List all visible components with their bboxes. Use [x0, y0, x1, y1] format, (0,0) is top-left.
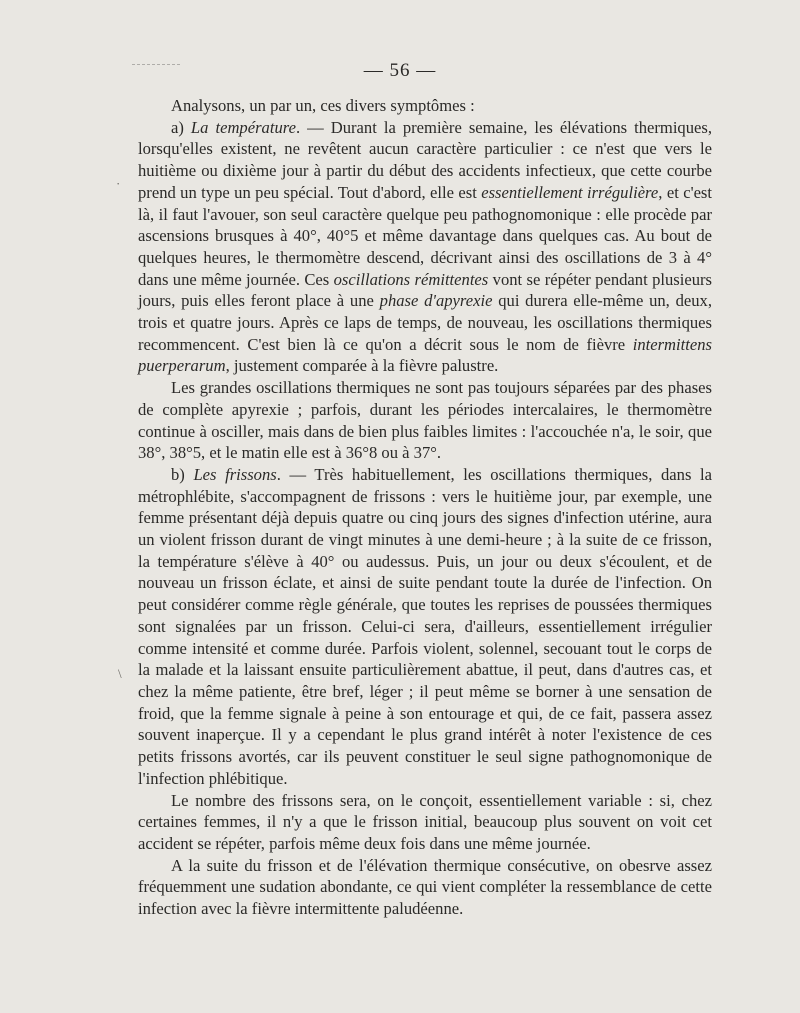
- text-run: b): [171, 464, 194, 484]
- text-run: Analysons, un par un, ces divers symptômes :: [171, 96, 475, 115]
- text-run: Le nombre des frissons sera, on le conçoit, essentiellement variable : si, chez certaines femmes, il n'y a que le frisson initial, beaucoup plus souvent on voit cet accident se répéter, parfois même deux fois dans une même journée.: [138, 790, 712, 853]
- text-run: vont se répéter pendant plusieurs jours, puis elles feront place à une: [138, 269, 712, 311]
- body-text: [138, 95, 712, 920]
- italic-run: La température: [190, 117, 296, 137]
- margin-speck: ·: [116, 176, 121, 191]
- italic-run: intermittens puerperarum: [138, 334, 712, 376]
- text-run: , et c'est là, il faut l'avouer, son seul caractère quelque peu pathognomonique : elle procède par ascensions brusques à 40°, 40°5 et même davantage dans quelques cas. Au bout de quelques heures, le thermomètre descend, décrivant ainsi des oscillations de 3 à 4° dans une même journée. Ces: [138, 182, 712, 289]
- paragraph: [138, 855, 712, 920]
- text-run: a): [171, 117, 191, 137]
- italic-run: Les frissons: [193, 464, 277, 484]
- italic-run: essentiellement irrégulière: [481, 182, 659, 202]
- italic-run: oscillations rémittentes: [333, 269, 489, 289]
- italic-run: phase d'apyrexie: [379, 291, 493, 311]
- paragraph: [138, 95, 712, 117]
- text-run: Les grandes oscillations thermiques ne sont pas toujours séparées par des phases de complète apyrexie ; parfois, durant les périodes intercalaires, le thermomètre continue à osciller, mais dans de bien plus faibles limites : l'accouchée n'a, le soir, que 38°, 38°5, et le matin elle est à 36°8 ou à 37°.: [138, 378, 712, 463]
- text-run: A la suite du frisson et de l'élévation thermique consécutive, on obesrve assez fréquemment une sudation abondante, ce qui vient compléter la ressemblance de cette infection avec la fièvre intermittente paludéenne.: [138, 855, 712, 919]
- paragraph: [138, 377, 712, 464]
- text-run: . — Très habituellement, les oscillations thermiques, dans la métrophlébite, s'accompagnent de frissons : vers le huitième jour, par exemple, une femme présentant déjà depuis quatre ou cinq jours des signes d'infection utérine, aura un violent frisson durant de vingt minutes à une demi-heure ; à la suite de ce frisson, la température s'élève à 40° ou audessus. Puis, un jour ou deux s'écoulent, et de nouveau un frisson éclate, et ainsi de suite pendant toute la durée de l'infection. On peut considérer comme règle générale, que toutes les reprises de poussées thermiques sont signalées par un frisson. Celui-ci sera, d'ailleurs, essentiellement irrégulier comme intensité et comme durée. Parfois violent, solennel, secouant tout le corps de la malade et la laissant ensuite particulièrement abattue, il peut, dans d'autres cas, et chez la même patiente, être bref, léger ; il peut même se borner à une sensation de froid, que la femme signale à peine à son entourage et qui, de ce fait, passera assez souvent inaperçue. Il y a cependant le plus grand intérêt à noter l'existence de ces petits frissons avortés, car ils peuvent constituer le seul signe pathognomonique de l'infection phlébitique.: [138, 464, 712, 788]
- page-number: — 56 —: [363, 60, 437, 81]
- paragraph: [138, 464, 712, 790]
- paragraph: [138, 790, 712, 855]
- paragraph: [138, 117, 712, 377]
- margin-speck: \: [118, 666, 122, 681]
- text-run: . — Durant la première semaine, les élévations thermiques, lorsqu'elles existent, ne revêtent aucun caractère particulier : ce n'est que vers le huitième ou dixième jour à partir du début des accidents infectieux, que cette courbe prend un type un peu spécial. Tout d'abord, elle est: [138, 117, 712, 202]
- text-run: , justement comparée à la fièvre palustre.: [225, 356, 499, 376]
- text-run: qui durera elle-même un, deux, trois et quatre jours. Après ce laps de temps, de nouveau, les oscillations thermiques recommencent. C'est bien là ce qu'on a décrit sous le nom de fièvre: [138, 291, 712, 354]
